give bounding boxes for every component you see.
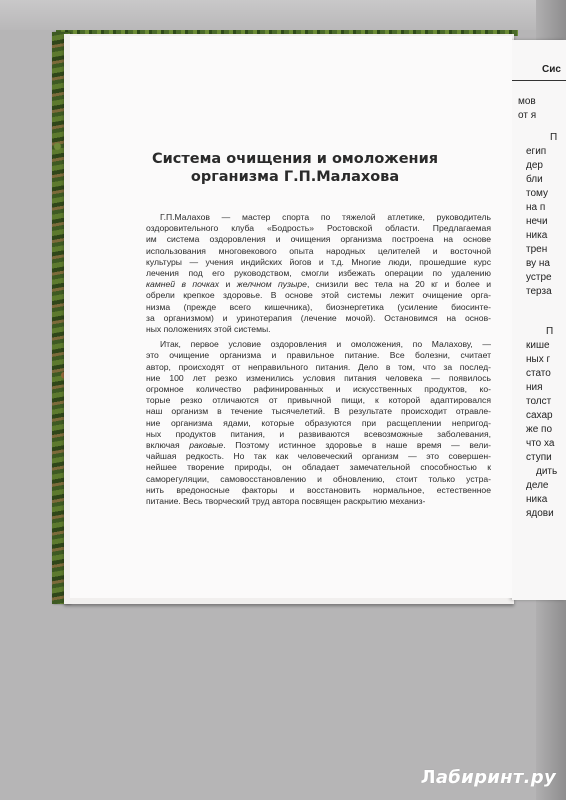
facing-page-fragment: толст: [526, 396, 552, 407]
body-text: [146, 212, 491, 507]
facing-page-fragment: стато: [526, 368, 551, 379]
emphasis-text: желчном пузыре: [236, 279, 307, 290]
watermark-brand: абиринт.ру: [435, 767, 556, 788]
text-line: питание. Весь творческий труд автора посвящен раскрытию механиз-: [146, 496, 426, 507]
facing-page-header: Сис: [542, 64, 561, 75]
text-line: ние организма ядами, которые образуются при расщеплении непригод-: [146, 417, 491, 428]
text-line: Г.П.Малахов — мастер спорта по тяжелой атлетике, руководитель: [160, 212, 491, 222]
scan-background-top: [0, 0, 566, 30]
text-segment: . Поэтому истинное здоровье в наше время — вели-: [223, 440, 491, 451]
labirint-watermark: [421, 767, 556, 788]
text-line: наш организм в течение тысячелетий. В результате происходит отравле-: [146, 406, 491, 417]
facing-page-fragment: ядови: [526, 508, 554, 519]
facing-page-fragment: егип: [526, 146, 547, 157]
text-line: обрели крепкое здоровье. В основе этой системы лежит очищение орга-: [146, 290, 491, 301]
text-line: нить вредоносные факторы и восстановить нормальное, естественное: [146, 484, 491, 495]
facing-page-fragment: П: [550, 132, 558, 143]
facing-page-fragment: дер: [526, 160, 543, 171]
text-line: ных положениях этой системы.: [146, 324, 271, 335]
text-line: ние 100 лет резко изменились условия питания человека — появилось: [146, 372, 491, 383]
facing-page-fragment: деле: [526, 480, 549, 491]
facing-page-fragment: же по: [526, 424, 553, 435]
facing-page-fragment: тому: [526, 188, 549, 199]
text-line: за организмом) и уринотерапия (лечение мочой). Остановимся на основ-: [146, 312, 491, 323]
facing-page-fragment: устре: [526, 272, 552, 283]
chapter-title-line: организма Г.П.Малахова: [190, 169, 400, 185]
facing-page-rule: [512, 80, 566, 81]
emphasis-text: камней в почках: [146, 279, 220, 290]
facing-page-fragment: ния: [526, 382, 543, 393]
chapter-title-line: Система очищения и омоложения: [151, 151, 439, 167]
text-line: огромное количество рафинированных и искусственных продуктов, ко-: [146, 384, 491, 395]
text-line: нейшее творение природы, он обладает замечательной способностью к: [146, 462, 491, 473]
text-segment: и: [219, 279, 237, 290]
chapter-title: [120, 150, 470, 186]
facing-page-fragment: терза: [526, 286, 552, 297]
text-line: низма (прежде всего кишечника), биоэнергетика (усиление биосинте-: [146, 301, 491, 312]
text-line: саморегуляции, самовосстановлению и обновлению, стоит только устра-: [146, 473, 491, 484]
facing-page-fragment: что ха: [526, 438, 555, 449]
facing-page-fragment: трен: [526, 244, 548, 255]
emphasis-text: раковые: [189, 440, 224, 451]
facing-page-fragment: от я: [518, 110, 537, 121]
facing-page-fragment: ву на: [526, 258, 550, 269]
facing-page-fragment: П: [546, 326, 554, 337]
facing-page-fragment: нечи: [526, 216, 548, 227]
text-line: [146, 440, 491, 451]
text-line: это очищение организма и правильное питание. Все болезни, считает: [146, 350, 491, 361]
text-line: лечения под его руководством, смогли избежать операции по удалению: [146, 268, 491, 279]
watermark-letter: Л: [420, 767, 436, 788]
facing-page: [512, 40, 566, 600]
facing-page-fragment: ника: [526, 494, 548, 505]
facing-page-fragment: мов: [518, 96, 536, 107]
facing-page-fragment: ступи: [526, 452, 552, 463]
facing-page-fragment: дить: [536, 466, 558, 477]
text-line: [146, 279, 491, 290]
facing-page-fragment: ника: [526, 230, 548, 241]
facing-page-fragment: бли: [526, 174, 543, 185]
facing-page-fragment: ных г: [526, 354, 551, 365]
text-line: чайшая редкость. Но так как человеческий организм — это совершен-: [146, 451, 491, 462]
text-line: Итак, первое условие оздоровления и омоложения, по Малахову, —: [160, 339, 491, 350]
facing-page-fragment: на п: [526, 202, 546, 213]
text-line: торые резко отличаются от привычной пищи, к которой адаптировался: [146, 395, 491, 406]
facing-page-fragment: кише: [526, 340, 550, 351]
text-line: ных продуктов питания, и развиваются всевозможные заболевания,: [146, 428, 491, 439]
text-line: автор, происходят от неправильного питания. Дело в том, что за послед-: [146, 361, 491, 372]
text-segment: включая: [146, 440, 190, 451]
text-line: им система оздоровления и очищения организма построена на основе: [146, 234, 491, 245]
text-segment: , снизили вес тела на 20 кг и более и: [306, 279, 492, 290]
text-line: использования многовекового опыта народных целителей и восточной: [146, 245, 491, 256]
text-line: оздоровительного клуба «Бодрость» Ростовской области. Предлагаемая: [146, 223, 491, 234]
facing-page-fragment: сахар: [526, 410, 553, 421]
text-line: культуры — учения индийских йогов и т.д. Многие люди, прошедшие курс: [146, 256, 491, 267]
